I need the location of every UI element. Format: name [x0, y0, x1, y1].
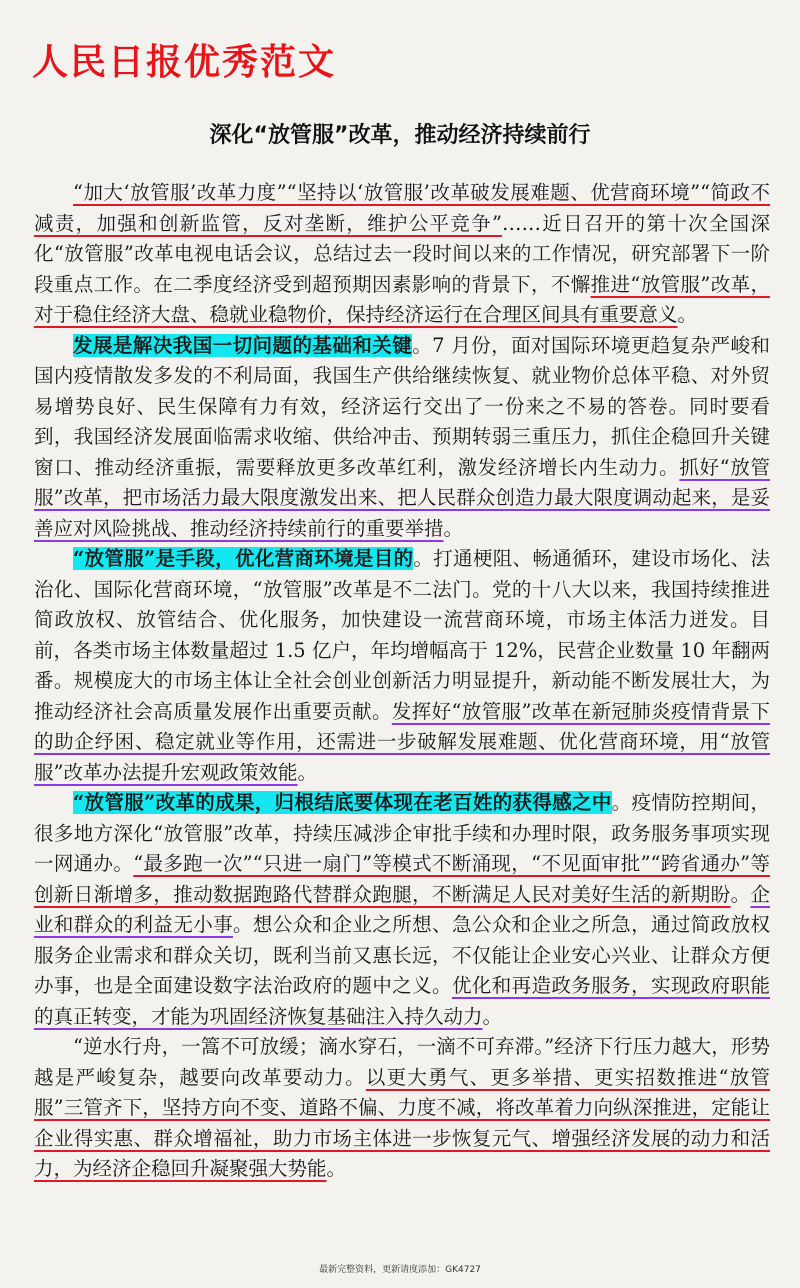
text-span: “逆水行舟，一篙不可放缓；滴水穿石，一滴不可弃滞。”经济下行压力越大，形势越是严峻复杂，越要向改革要动力。	[34, 1035, 770, 1089]
underlined-sentence: 抓好“放管服”改革，把市场活力最大限度激发出来、把人民群众创造力最大限度调动起来，是妥善应对风险挑战、推动经济持续前行的重要举措	[34, 455, 770, 540]
text-span: 。	[482, 1004, 503, 1028]
underlined-sentence: 优化和再造政务服务，实现政府职能的真正转变，才能为巩固经济恢复基础注入持久动力	[34, 974, 770, 1028]
text-span: 。	[677, 303, 698, 326]
text-span: 。	[326, 1157, 347, 1180]
text-span: 。打通梗阻、畅通循环，建设市场化、法治化、国际化营商环境，“放管服”改革是不二法门。党的十八大以来，我国持续推进简政放权、放管结合、优化服务，加快建设一流营商环境，市场主体活力迸发。目前，各类市场主体数量超过 1.5 亿户，年均增幅高于 12%，民营企业数量 10 年翻两番。规模庞大的市场主体让全社会创业创新活力明显提升，新动能不断发展壮大，为推动经济社会高质量发展作出重要贡献。	[34, 547, 770, 723]
highlighted-heading: “放管服”是手段，优化营商环境是目的	[73, 547, 414, 570]
underlined-sentence: 以更大勇气、更多举措、更实招数推进“放管服”三管齐下，坚持方向不变、道路不偏、力度不减，将改革着力向纵深推进，定能让企业得实惠、群众增福祉，助力市场主体进一步恢复元气、增强经济发展的动力和活力，为经济企稳回升凝聚强大势能	[34, 1065, 770, 1180]
article-title: 深化“放管服”改革，推动经济持续前行	[209, 123, 591, 148]
text-span: 。想公众和企业之所想、急公众和企业之所急，通过简政放权服务企业需求和群众关切，既利当前又惠长远，不仅能让企业安心兴业、让群众方便办事，也是全面建设数字法治政府的题中之义。	[34, 913, 770, 997]
text-span: 。7 月份，面对国际环境更趋复杂严峻和国内疫情散发多发的不利局面，我国生产供给继续恢复、就业物价总体平稳、对外贸易增势良好、民生保障有力有效，经济运行交出了一份来之不易的答卷。同时要看到，我国经济发展面临需求收缩、供给冲击、预期转弱三重压力，抓住企稳回升关键窗口、推动经济重振，需要释放更多改革红利，激发经济增长内生动力。	[34, 333, 770, 479]
underlined-quote: “加大‘放管服’改革力度”“坚持以‘放管服’改革破发展难题、优营商环境”“简政不减责，加强和创新监管，反对垄断，维护公平竞争”	[34, 181, 770, 235]
text-span: 。	[730, 882, 751, 906]
paragraph-2	[34, 331, 770, 545]
paragraph-3	[34, 544, 770, 788]
underlined-sentence: 推进“放管服”改革，对于稳住经济大盘、稳就业稳物价，保持经济运行在合理区间具有重要意义	[34, 272, 770, 326]
article-body	[34, 178, 770, 1185]
header-label: 人民日报优秀范文	[32, 42, 337, 83]
paragraph-1	[34, 178, 770, 331]
text-span: 。	[297, 760, 317, 784]
text-span: 。疫情防控期间，很多地方深化“放管服”改革，持续压减涉企审批手续和办理时限，政务服务事项实现一网通办。	[34, 791, 770, 875]
highlighted-heading: “放管服”改革的成果，归根结底要体现在老百姓的获得感之中	[73, 791, 612, 814]
paragraph-4	[34, 788, 770, 1032]
underlined-sentence: 发挥好“放管服”改革在新冠肺炎疫情背景下的助企纾困、稳定就业等作用，还需进一步破解发展难题、优化营商环境，用“放管服”改革办法提升宏观政策效能	[34, 699, 770, 784]
highlighted-heading: 发展是解决我国一切问题的基础和关键	[73, 333, 413, 357]
footer-note: 最新完整资料，更新请度添加：GK4727	[319, 1265, 481, 1275]
text-span: 。	[443, 516, 464, 540]
paragraph-5	[34, 1032, 770, 1185]
underlined-sentence: “最多跑一次”“只进一扇门”等模式不断涌现，“不见面审批”“跨省通办”等创新日渐增多，推动数据跑路代替群众跑腿，不断满足人民对美好生活的新期盼	[34, 852, 770, 906]
underlined-sentence: 企业和群众的利益无小事	[34, 882, 770, 936]
text-span: ……近日召开的第十次全国深化“放管服”改革电视电话会议，总结过去一段时间以来的工作情况，研究部署下一阶段重点工作。在二季度经济受到超预期因素影响的背景下，不懈	[34, 211, 770, 296]
